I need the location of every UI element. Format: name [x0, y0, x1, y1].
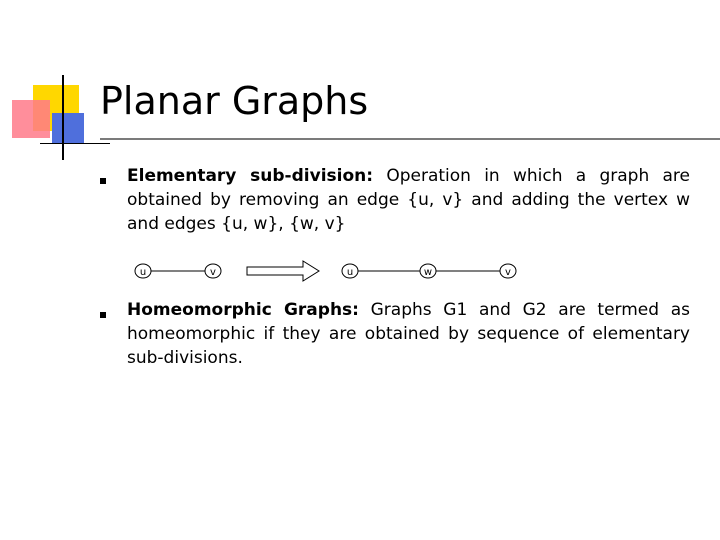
bullet-homeomorphic-graphs: [127, 298, 690, 370]
arrow-icon: [247, 261, 319, 281]
bullet-marker: [100, 312, 106, 318]
node-label: w: [423, 267, 433, 278]
bullet-term: Homeomorphic Graphs:: [127, 300, 359, 320]
slide-title: Planar Graphs: [100, 79, 369, 123]
bullet-text: Graphs G1 and G2 are termed as homeomorphic if they are obtained by sequence of elementary sub-divisions.: [127, 300, 690, 368]
node-label: u: [139, 267, 147, 278]
node-label: u: [346, 267, 354, 278]
bullet-text: Operation in which a graph are obtained by removing an edge {u, v} and adding the vertex w and edges {u, w}, {w, v}: [127, 166, 690, 234]
node-label: v: [505, 267, 511, 278]
bullet-term: Elementary sub-division:: [127, 166, 374, 186]
node-label: v: [210, 267, 216, 278]
